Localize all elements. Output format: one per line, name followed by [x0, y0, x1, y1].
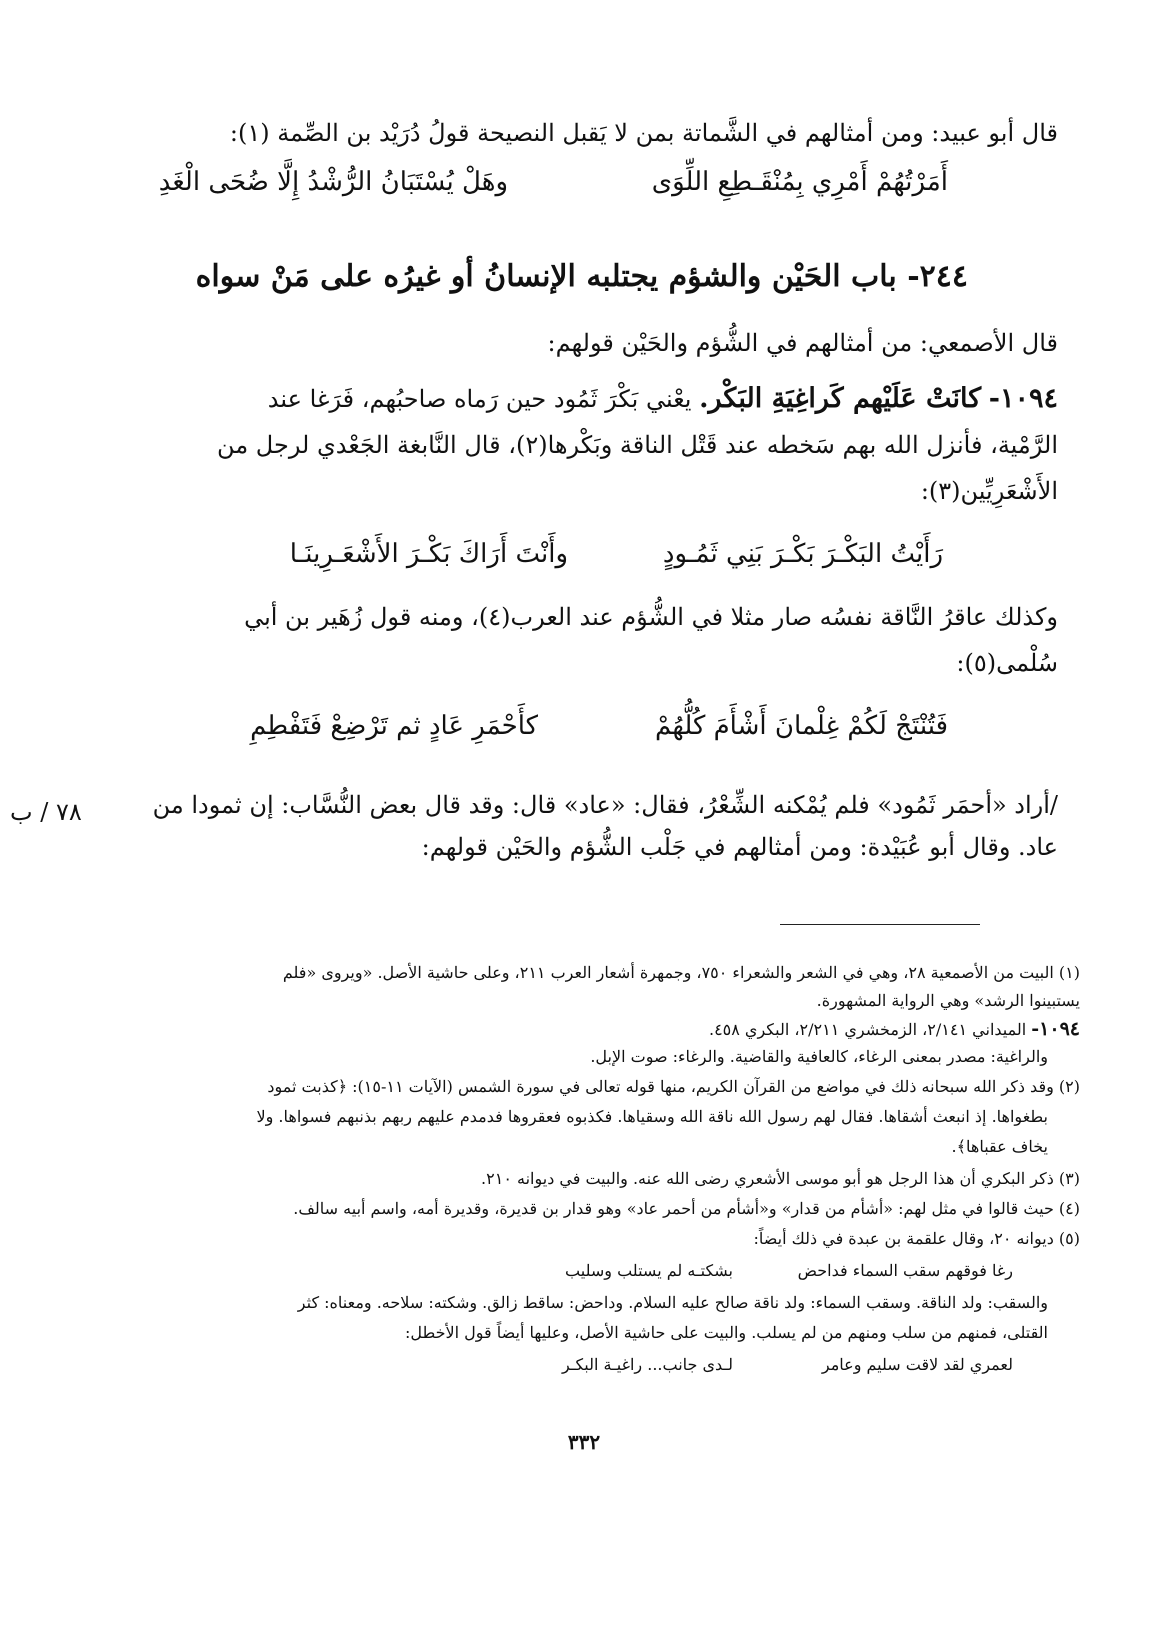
body-line-6: وكذلك عاقرُ النَّاقة نفسُه صار مثلا في الشُّؤم عند العرب(٤)، ومنه قول زُهَير بن أبي	[244, 603, 1058, 631]
verse-3-first-hemistich: فَتُنْتَجْ لَكُمْ غِلْمانَ أَشْأَمَ كُلُّهُمْ	[655, 711, 948, 741]
page-number: ٣٣٢	[567, 1430, 601, 1454]
verse-1-second-hemistich: وهَلْ يُسْتَبَانُ الرُّشْدُ إِلَّا ضُحَى الْغَدِ	[158, 167, 508, 197]
proverb-explanation: يعْني بَكْرَ ثَمُود حين رَماه صاحبُهم، فَرَغا عند	[267, 385, 692, 413]
manuscript-folio-marker: ٧٨ / ب	[10, 798, 82, 826]
body-line-4: الرَّمْية، فأنزل الله بهم سَخطه عند قَتْل الناقة وبَكْرها(٢)، قال النَّابغة الجَعْدي لرجل من	[217, 431, 1058, 459]
footnote-proverb-text: الميداني ٢/١٤١، الزمخشري ٢/٢١١، البكري ٤٥٨.	[708, 1020, 1027, 1039]
footnote-5-verse-first: رغا فوقهم سقب السماء فداحض	[797, 1261, 1013, 1280]
footnote-6-line-2: القتلى، فمنهم من سلب ومنهم من لم يسلب. والبيت على حاشية الأصل، وعليها أيضاً قول الأخطل:	[404, 1323, 1048, 1342]
chapter-heading: ٢٤٤- باب الحَيْن والشؤم يجتلبه الإنسانُ أو غيرُه على مَنْ سواه	[195, 259, 968, 294]
footnote-6-verse-first: لعمري لقد لاقت سليم وعامر	[821, 1355, 1013, 1374]
footnote-2-line-1: (٢) وقد ذكر الله سبحانه ذلك في مواضع من القرآن الكريم، منها قوله تعالى في سورة الشمس (الآيات ١١-١٥): ﴿كذبت ثمود	[267, 1077, 1080, 1096]
verse-2-first-hemistich: رَأَيْتُ البَكْـرَ بَكْـرَ بَنِي ثَمُـودٍ	[662, 539, 943, 569]
body-line-7: سُلْمى(٥):	[956, 649, 1058, 677]
proverb-line	[110, 382, 1058, 416]
footnote-3: (٣) ذكر البكري أن هذا الرجل هو أبو موسى الأشعري رضى الله عنه. والبيت في ديوانه ٢١٠.	[481, 1169, 1080, 1188]
footnote-6-verse-second: لـدى جانب... راغيـة البكـر	[561, 1355, 733, 1374]
footnote-5: (٥) ديوانه ٢٠، وقال علقمة بن عبدة في ذلك أيضاً:	[753, 1229, 1080, 1248]
footnote-2-line-2: بطغواها. إذ انبعث أشقاها. فقال لهم رسول الله ناقة الله وسقياها. فكذبوه فعقروها فدمدم عليهم ربهم بذنبهم فسواها. ولا	[256, 1107, 1048, 1126]
proverb-text: كانَتْ عَلَيْهم كَراغِيَةِ البَكْر.	[699, 383, 982, 414]
body-line-9: عاد. وقال أبو عُبَيْدة: ومن أمثالهم في جَلْب الشُّؤم والحَيْن قولهم:	[421, 833, 1058, 861]
body-line-8: /أراد «أحمَر ثَمُود» فلم يُمْكنه الشِّعْرُ، فقال: «عاد» قال: وقد قال بعض النُّسَّاب: إن ثمودا من	[152, 791, 1058, 819]
footnote-proverb-number: ١٠٩٤-	[1031, 1018, 1080, 1040]
footnote-6-line-1: والسقب: ولد الناقة. وسقب السماء: ولد ناقة صالح عليه السلام. وداحض: ساقط زالق. وشكته: سلاحه. ومعناه: كثر	[297, 1293, 1048, 1312]
body-line-1: قال أبو عبيد: ومن أمثالهم في الشَّماتة بمن لا يَقبل النصيحة قولُ دُرَيْد بن الصِّمة (١):	[229, 119, 1058, 147]
footnote-proverb-gloss: والراغية: مصدر بمعنى الرغاء، كالعافية والقاضية. والرغاء: صوت الإبل.	[590, 1047, 1048, 1066]
proverb-number: ١٠٩٤-	[988, 383, 1058, 414]
verse-3-second-hemistich: كأَحْمَرِ عَادٍ ثم تَرْضِعْ فَتَفْطِمِ	[250, 711, 538, 741]
footnote-4: (٤) حيث قالوا في مثل لهم: «أشأم من قدار» و«أشأم من أحمر عاد» وهو قدار بن قديرة، وقديرة أمه، واسم أبيه سالف.	[293, 1199, 1080, 1218]
footnote-1-line-2: يستبينوا الرشد» وهي الرواية المشهورة.	[816, 991, 1080, 1010]
footnote-proverb-source	[100, 1016, 1080, 1043]
verse-1-first-hemistich: أَمَرْتُهُمْ أَمْرِي بِمُنْقَـطِعِ اللِّوَى	[651, 167, 948, 197]
footnote-separator	[780, 924, 980, 925]
footnote-5-verse-second: بشكتـه لم يستلب وسليب	[565, 1261, 733, 1280]
body-line-2: قال الأصمعي: من أمثالهم في الشُّؤم والحَيْن قولهم:	[547, 329, 1058, 357]
footnote-1-line-1: (١) البيت من الأصمعية ٢٨، وهي في الشعر والشعراء ٧٥٠، وجمهرة أشعار العرب ٢١١، وعلى حاشية الأصل. «ويروى «فلم	[282, 963, 1080, 982]
verse-2-second-hemistich: وأَنْتَ أَرَاكَ بَكْـرَ الأَشْعَـرِينَـا	[289, 539, 568, 569]
footnote-2-line-3: يخاف عقباها﴾.	[951, 1137, 1048, 1156]
body-line-5: الأَشْعَرِيِّين(٣):	[920, 477, 1058, 505]
